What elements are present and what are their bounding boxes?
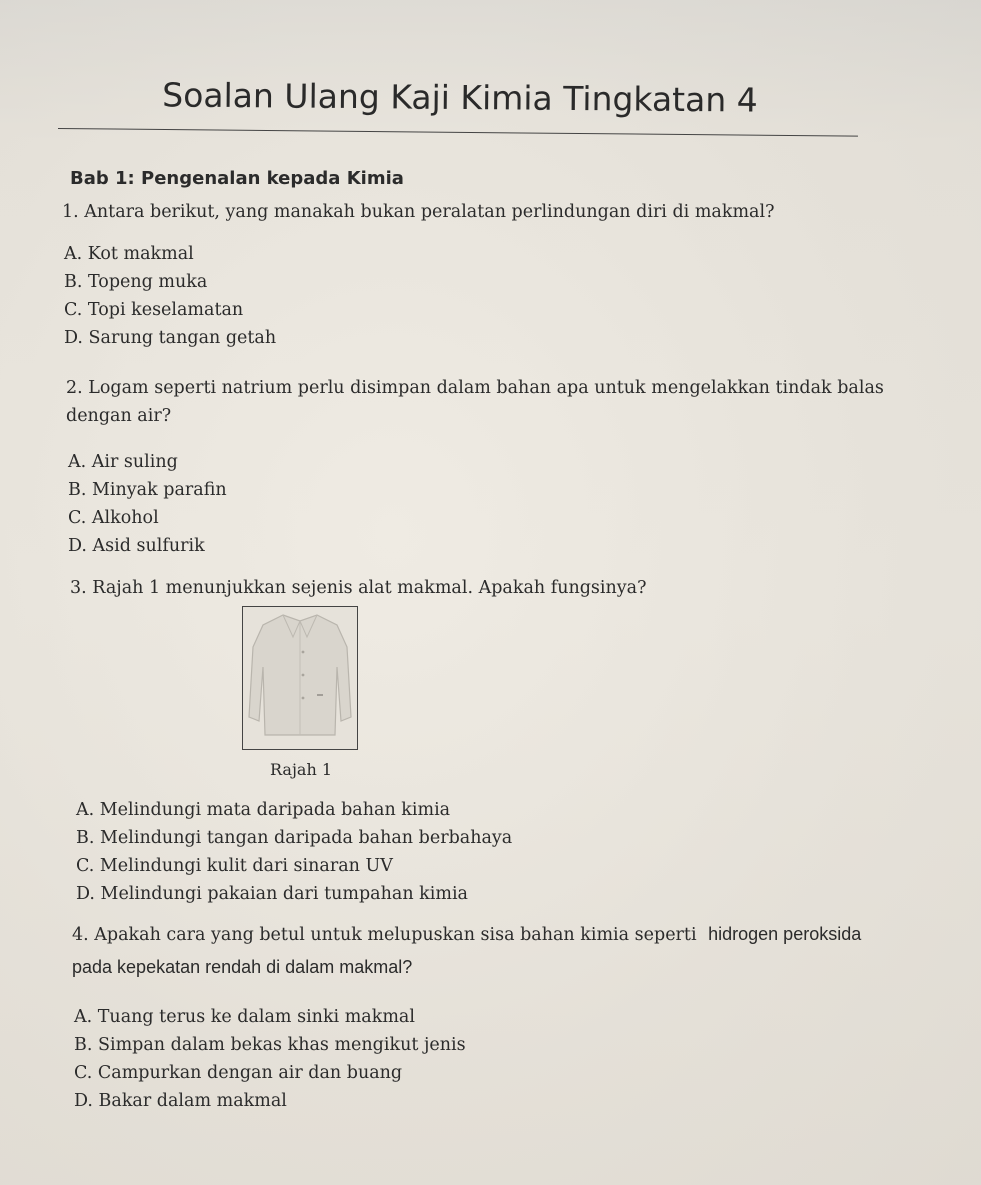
option-b: B. Melindungi tangan daripada bahan berbahaya	[76, 828, 513, 848]
option-b: B. Minyak parafin	[68, 480, 227, 500]
option-d: D. Sarung tangan getah	[64, 328, 277, 348]
question-text-line-1: 2. Logam seperti natrium perlu disimpan dalam bahan apa untuk mengelakkan tindak balas	[66, 378, 884, 398]
option-c: C. Campurkan dengan air dan buang	[74, 1063, 403, 1083]
option-a: A. Air suling	[68, 452, 178, 472]
option-d: D. Melindungi pakaian dari tumpahan kimia	[76, 884, 468, 904]
option-a: A. Tuang terus ke dalam sinki makmal	[74, 1007, 415, 1027]
question-text: 1. Antara berikut, yang manakah bukan peralatan perlindungan diri di makmal?	[62, 202, 775, 222]
question-3	[70, 574, 646, 602]
chapter-heading: Bab 1: Pengenalan kepada Kimia	[70, 168, 404, 189]
page-title: Soalan Ulang Kaji Kimia Tingkatan 4	[162, 75, 758, 120]
question-text-line-2: pada kepekatan rendah di dalam makmal?	[72, 957, 413, 977]
question-3-options	[74, 796, 512, 908]
question-2	[66, 374, 884, 560]
option-d: D. Bakar dalam makmal	[74, 1091, 287, 1111]
lab-coat-figure	[242, 606, 358, 750]
option-d: D. Asid sulfurik	[68, 536, 205, 556]
question-text-part-1: 4. Apakah cara yang betul untuk melupuskan sisa bahan kimia seperti	[72, 925, 697, 945]
lab-coat-icon	[243, 607, 357, 749]
option-b: B. Topeng muka	[64, 272, 208, 292]
option-b: B. Simpan dalam bekas khas mengikut jenis	[74, 1035, 466, 1055]
question-text-part-2: hidrogen peroksida	[708, 924, 862, 944]
option-c: C. Alkohol	[68, 508, 159, 528]
question-4	[72, 918, 861, 1115]
option-c: C. Topi keselamatan	[64, 300, 244, 320]
option-c: C. Melindungi kulit dari sinaran UV	[76, 856, 393, 876]
option-a: A. Melindungi mata daripada bahan kimia	[76, 800, 451, 820]
question-text: 3. Rajah 1 menunjukkan sejenis alat makmal. Apakah fungsinya?	[70, 578, 647, 598]
question-1	[62, 198, 774, 352]
figure-caption: Rajah 1	[270, 760, 333, 779]
option-a: A. Kot makmal	[64, 244, 194, 264]
question-text-line-1	[72, 918, 861, 951]
question-text-line-2: dengan air?	[66, 406, 172, 426]
title-underline	[58, 128, 858, 137]
